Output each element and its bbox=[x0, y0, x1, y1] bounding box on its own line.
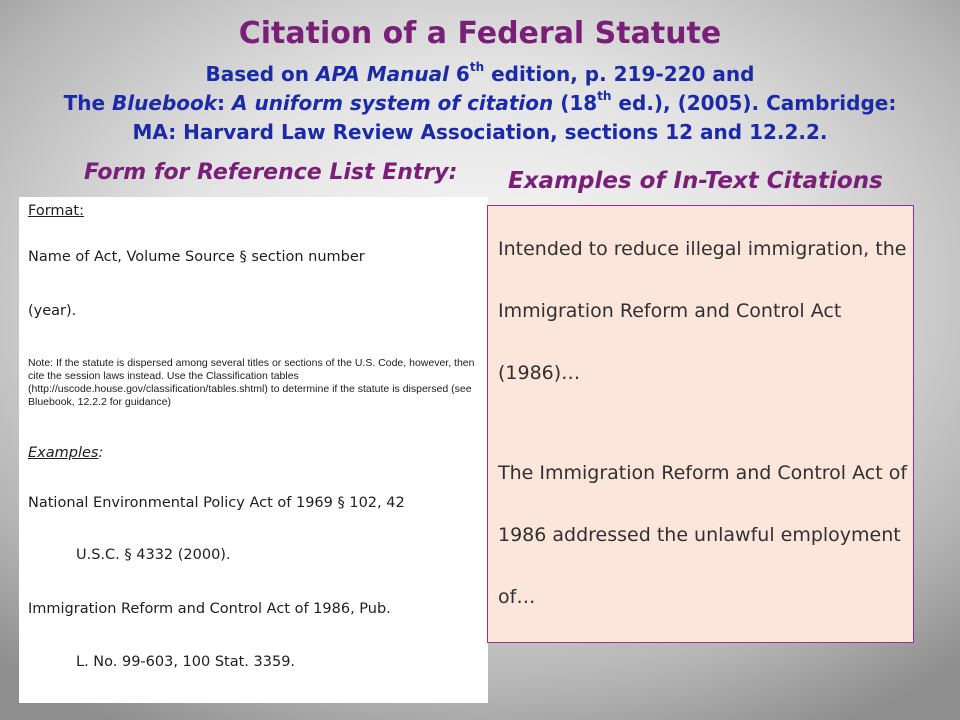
example-2-line-2: L. No. 99-603, 100 Stat. 3359. bbox=[76, 654, 296, 670]
intext-citations-heading: Examples of In-Text Citations bbox=[508, 168, 883, 194]
examples-label: Examples: bbox=[28, 445, 104, 461]
dispersed-statute-note: Note: If the statute is dispersed among several titles or sections of the U.S. Code, however, then cite the session laws instead. Use the Classification tables (http://uscode.house.gov/classification/tables.shtml) to determine if the statute is dispersed (see Bluebook, 12.2.2 for guidance) bbox=[28, 357, 475, 408]
format-line-2: (year). bbox=[28, 303, 77, 319]
example-2-line-1: Immigration Reform and Control Act of 1986, Pub. bbox=[28, 601, 391, 617]
reference-list-heading: Form for Reference List Entry: bbox=[84, 160, 458, 185]
example-1-line-1: National Environmental Policy Act of 1969 § 102, 42 bbox=[28, 495, 405, 511]
subtitle-line-2: The Bluebook: A uniform system of citation (18th ed.), (2005). Cambridge: bbox=[63, 89, 897, 115]
reference-entry-panel bbox=[19, 197, 488, 703]
format-label: Format: bbox=[28, 203, 84, 219]
example-1-line-2: U.S.C. § 4332 (2000). bbox=[76, 547, 231, 563]
intext-example-1: Intended to reduce illegal immigration, the Immigration Reform and Control Act (1986)… bbox=[498, 238, 907, 384]
intext-example-2: The Immigration Reform and Control Act of 1986 addressed the unlawful employment of… bbox=[498, 462, 908, 608]
page-title: Citation of a Federal Statute bbox=[238, 16, 722, 51]
subtitle-line-1: Based on APA Manual 6th edition, p. 219-220 and bbox=[205, 60, 755, 86]
subtitle-line-3: MA: Harvard Law Review Association, sections 12 and 12.2.2. bbox=[132, 120, 828, 144]
source-subtitle bbox=[40, 60, 920, 147]
intext-citations-panel bbox=[487, 205, 914, 643]
format-line-1: Name of Act, Volume Source § section number bbox=[28, 249, 365, 265]
